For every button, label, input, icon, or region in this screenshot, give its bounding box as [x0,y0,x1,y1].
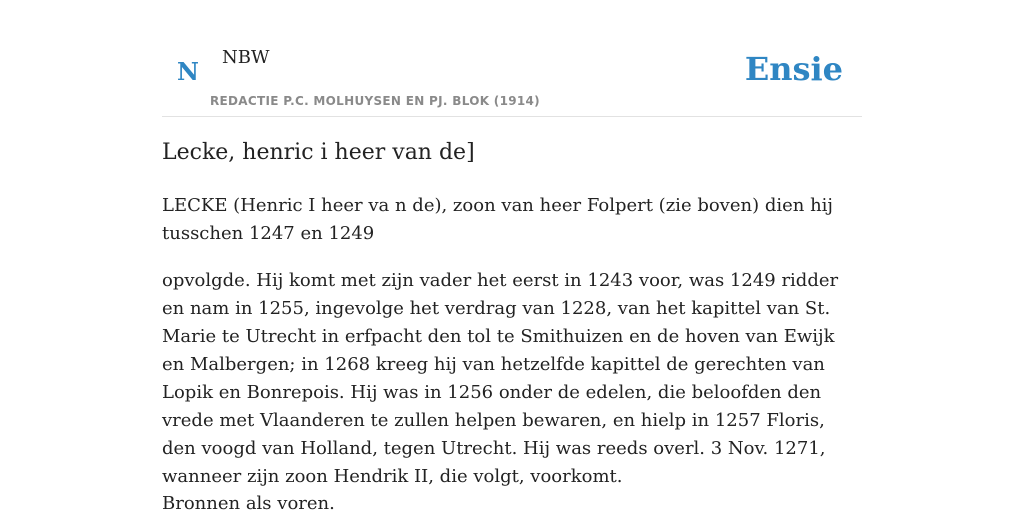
article-paragraph: LECKE (Henric I heer va n de), zoon van heer Folpert (zie boven) dien hij tusschen 1247 en 1249 [162,195,834,244]
source-name[interactable]: NBW [222,47,270,68]
source-editors: REDACTIE P.C. MOLHUYSEN EN PJ. BLOK (1914) [210,94,540,108]
source-logo[interactable]: N [177,57,199,86]
source-header [162,30,862,117]
article-sources: Bronnen als voren. [162,493,335,512]
brand-logo[interactable]: Ensie [744,50,843,88]
article-title: Lecke, henric i heer van de] [162,140,475,165]
article-paragraph: opvolgde. Hij komt met zijn vader het eerst in 1243 voor, was 1249 ridder en nam in 1255, ingevolge het verdrag van 1228, van het kapittel van St. Marie te Utrecht in erfpacht den tol te Smithuizen en de hoven van Ewijk en Malbergen; in 1268 kreeg hij van hetzelfde kapittel de gerechten van Lopik en Bonrepois. Hij was in 1256 onder de edelen, die beloofden den vrede met Vlaanderen te zullen helpen bewaren, en hielp in 1257 Floris, den voogd van Holland, tegen Utrecht. Hij was reeds overl. 3 Nov. 1271, wanneer zijn zoon Hendrik II, die volgt, voorkomt. [162,270,839,487]
